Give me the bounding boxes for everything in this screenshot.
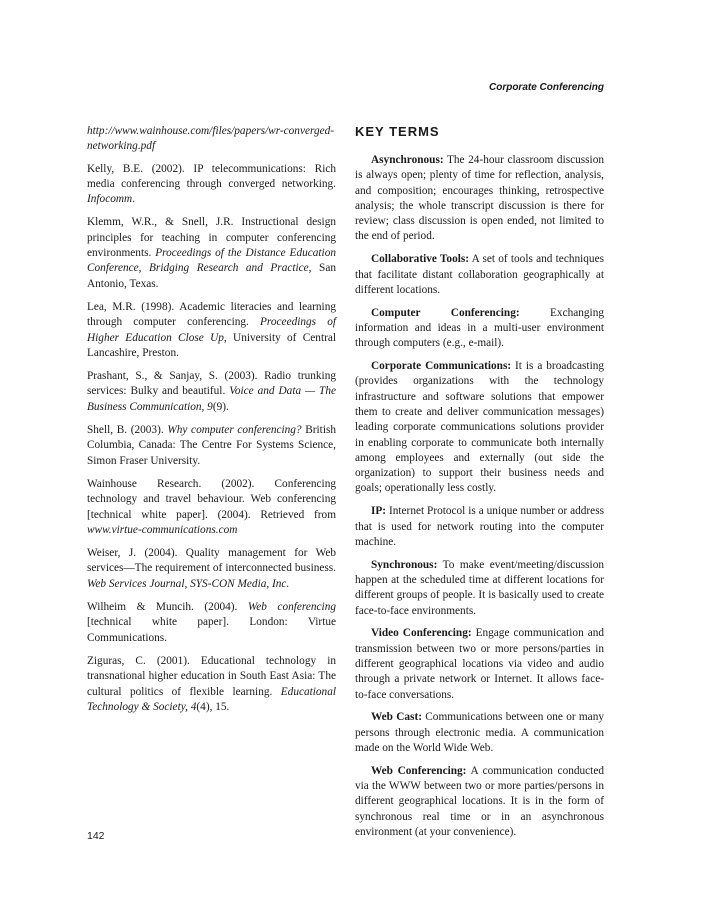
reference-text: Klemm, W.R., & Snell, J.R. Instructional design principles for teaching in computer conferencing environments. (87, 216, 336, 260)
reference-text: Prashant, S., & Sanjay, S. (2003). Radio trunking services: Bulky and beautiful. (87, 370, 336, 398)
key-term-collaborative-tools (355, 252, 604, 298)
reference-italic-text: Web conferencing (247, 601, 336, 614)
reference-entry (87, 124, 336, 155)
reference-text: Ziguras, C. (2001). Educational technology in transnational higher education in South East Asia: The cultural politics of flexible learning. (87, 654, 336, 698)
term-label: Computer Conferencing: (371, 306, 520, 319)
term-label: Asynchronous: (371, 154, 444, 166)
reference-text: , San Antonio, Texas. (87, 262, 336, 290)
term-definition: The 24-hour classroom discussion is always open; plenty of time for reflection, analysis, and composition; encourages thinking, retrospective analysis; the whole transcript discussion is there for review; class discussion is open ended, not limited to the end of period. (355, 154, 604, 243)
term-definition: Engage communication and transmission between two or more persons/parties in different geographical locations via video and audio through a private network or Internet. It allows face-to-face conversations. (355, 627, 605, 701)
reference-text: Wilheim & Muncih. (2004). (87, 601, 248, 614)
reference-italic-text: Educational Technology & Society, 4 (87, 685, 336, 713)
term-definition: It is a broadcasting (provides organizations with the technology infrastructure and software solutions that empower them to create and deliver communication messages) leading corporate communications solutions provider in enabling corporate to communicate both internally among employees and externally (out side the organization) to support their business needs and goals; operationally less costly. (355, 360, 605, 495)
term-label: Web Conferencing: (371, 764, 467, 777)
reference-entry (87, 369, 336, 415)
key-term-synchronous (355, 558, 604, 619)
key-terms-heading: KEY TERMS (355, 124, 440, 139)
term-definition: Exchanging information and ideas in a multi-user environment through computers (e.g., e-mail). (355, 306, 604, 350)
reference-italic-text: Why computer conferencing? (167, 424, 302, 437)
term-definition: A communication conducted via the WWW between two or more parties/persons in different geographical locations. It is in the form of synchronous real time or in an asynchronous environment (at your convenience). (355, 764, 604, 838)
key-term-ip (355, 504, 604, 550)
reference-entry (87, 215, 336, 291)
reference-italic-text: www.virtue-communications.com (87, 523, 238, 536)
reference-text: , University of Central Lancashire, Preston. (87, 331, 337, 359)
reference-entry (87, 300, 336, 361)
term-definition: To make event/meeting/discussion happen at the scheduled time at different locations for different groups of people. It is basically used to create face-to-face environments. (355, 558, 604, 617)
key-term-corporate-communications (355, 359, 604, 497)
running-header: Corporate Conferencing (488, 82, 604, 93)
reference-italic-text: Proceedings of the Distance Education Conference, Bridging Research and Practice (87, 247, 336, 275)
reference-entry (87, 423, 336, 469)
key-term-video-conferencing (355, 626, 604, 702)
reference-text: (9). (212, 400, 229, 413)
reference-italic-text: Web Services Journal, SYS-CON Media, Inc. (87, 577, 290, 590)
reference-text: Kelly, B.E. (2002). IP telecommunications: Rich media conferencing through converged networking. (87, 162, 336, 190)
reference-entry (87, 162, 336, 208)
term-definition: A set of tools and techniques that facilitate distant collaboration geographically at different locations. (355, 253, 604, 296)
key-term-computer-conferencing (355, 306, 604, 352)
reference-entry (87, 654, 336, 715)
term-definition: Communications between one or many persons through electronic media. A communication made on the World Wide Web. (355, 711, 604, 754)
reference-text: Weiser, J. (2004). Quality management for Web services—The requirement of interconnected business. (87, 547, 336, 575)
key-term-web-conferencing (355, 764, 604, 840)
key-term-web-cast (355, 710, 604, 756)
term-label: Collaborative Tools: (371, 253, 470, 266)
page-number: 142 (87, 830, 105, 842)
term-label: IP: (371, 505, 387, 518)
term-label: Web Cast: (371, 711, 422, 724)
reference-text: Lea, M.R. (1998). Academic literacies and learning through computer conferencing. (87, 300, 336, 329)
term-label: Video Conferencing: (371, 627, 472, 640)
reference-italic-text: Infocomm (87, 193, 133, 206)
reference-text: British Columbia, Canada: The Centre For Systems Science, Simon Fraser University. (87, 424, 337, 467)
references-column (87, 124, 336, 723)
reference-entry (87, 477, 336, 538)
reference-text: [technical white paper]. London: Virtue Communications. (87, 616, 336, 644)
term-label: Synchronous: (371, 558, 438, 571)
term-definition: Internet Protocol is a unique number or address that is used for network routing into the computer machine. (355, 505, 604, 548)
reference-italic-text: http://www.wainhouse.com/files/papers/wr-converged-networking.pdf (87, 125, 335, 153)
reference-text: . (132, 193, 136, 206)
reference-italic-text: Proceedings of Higher Education Close Up (87, 316, 336, 344)
reference-entry (87, 546, 336, 592)
reference-entry (87, 600, 336, 646)
reference-text: Shell, B. (2003). (87, 424, 168, 437)
term-label: Corporate Communications: (371, 360, 512, 373)
reference-text: Wainhouse Research. (2002). Conferencing technology and travel behaviour. Web conferencing [technical white paper]. (2004). Retrieved from (87, 477, 336, 521)
reference-text: (4), 15. (196, 700, 230, 713)
reference-italic-text: Voice and Data — The Business Communication, 9 (87, 385, 336, 413)
key-term-asynchronous (355, 153, 604, 245)
key-terms-column (355, 124, 604, 848)
